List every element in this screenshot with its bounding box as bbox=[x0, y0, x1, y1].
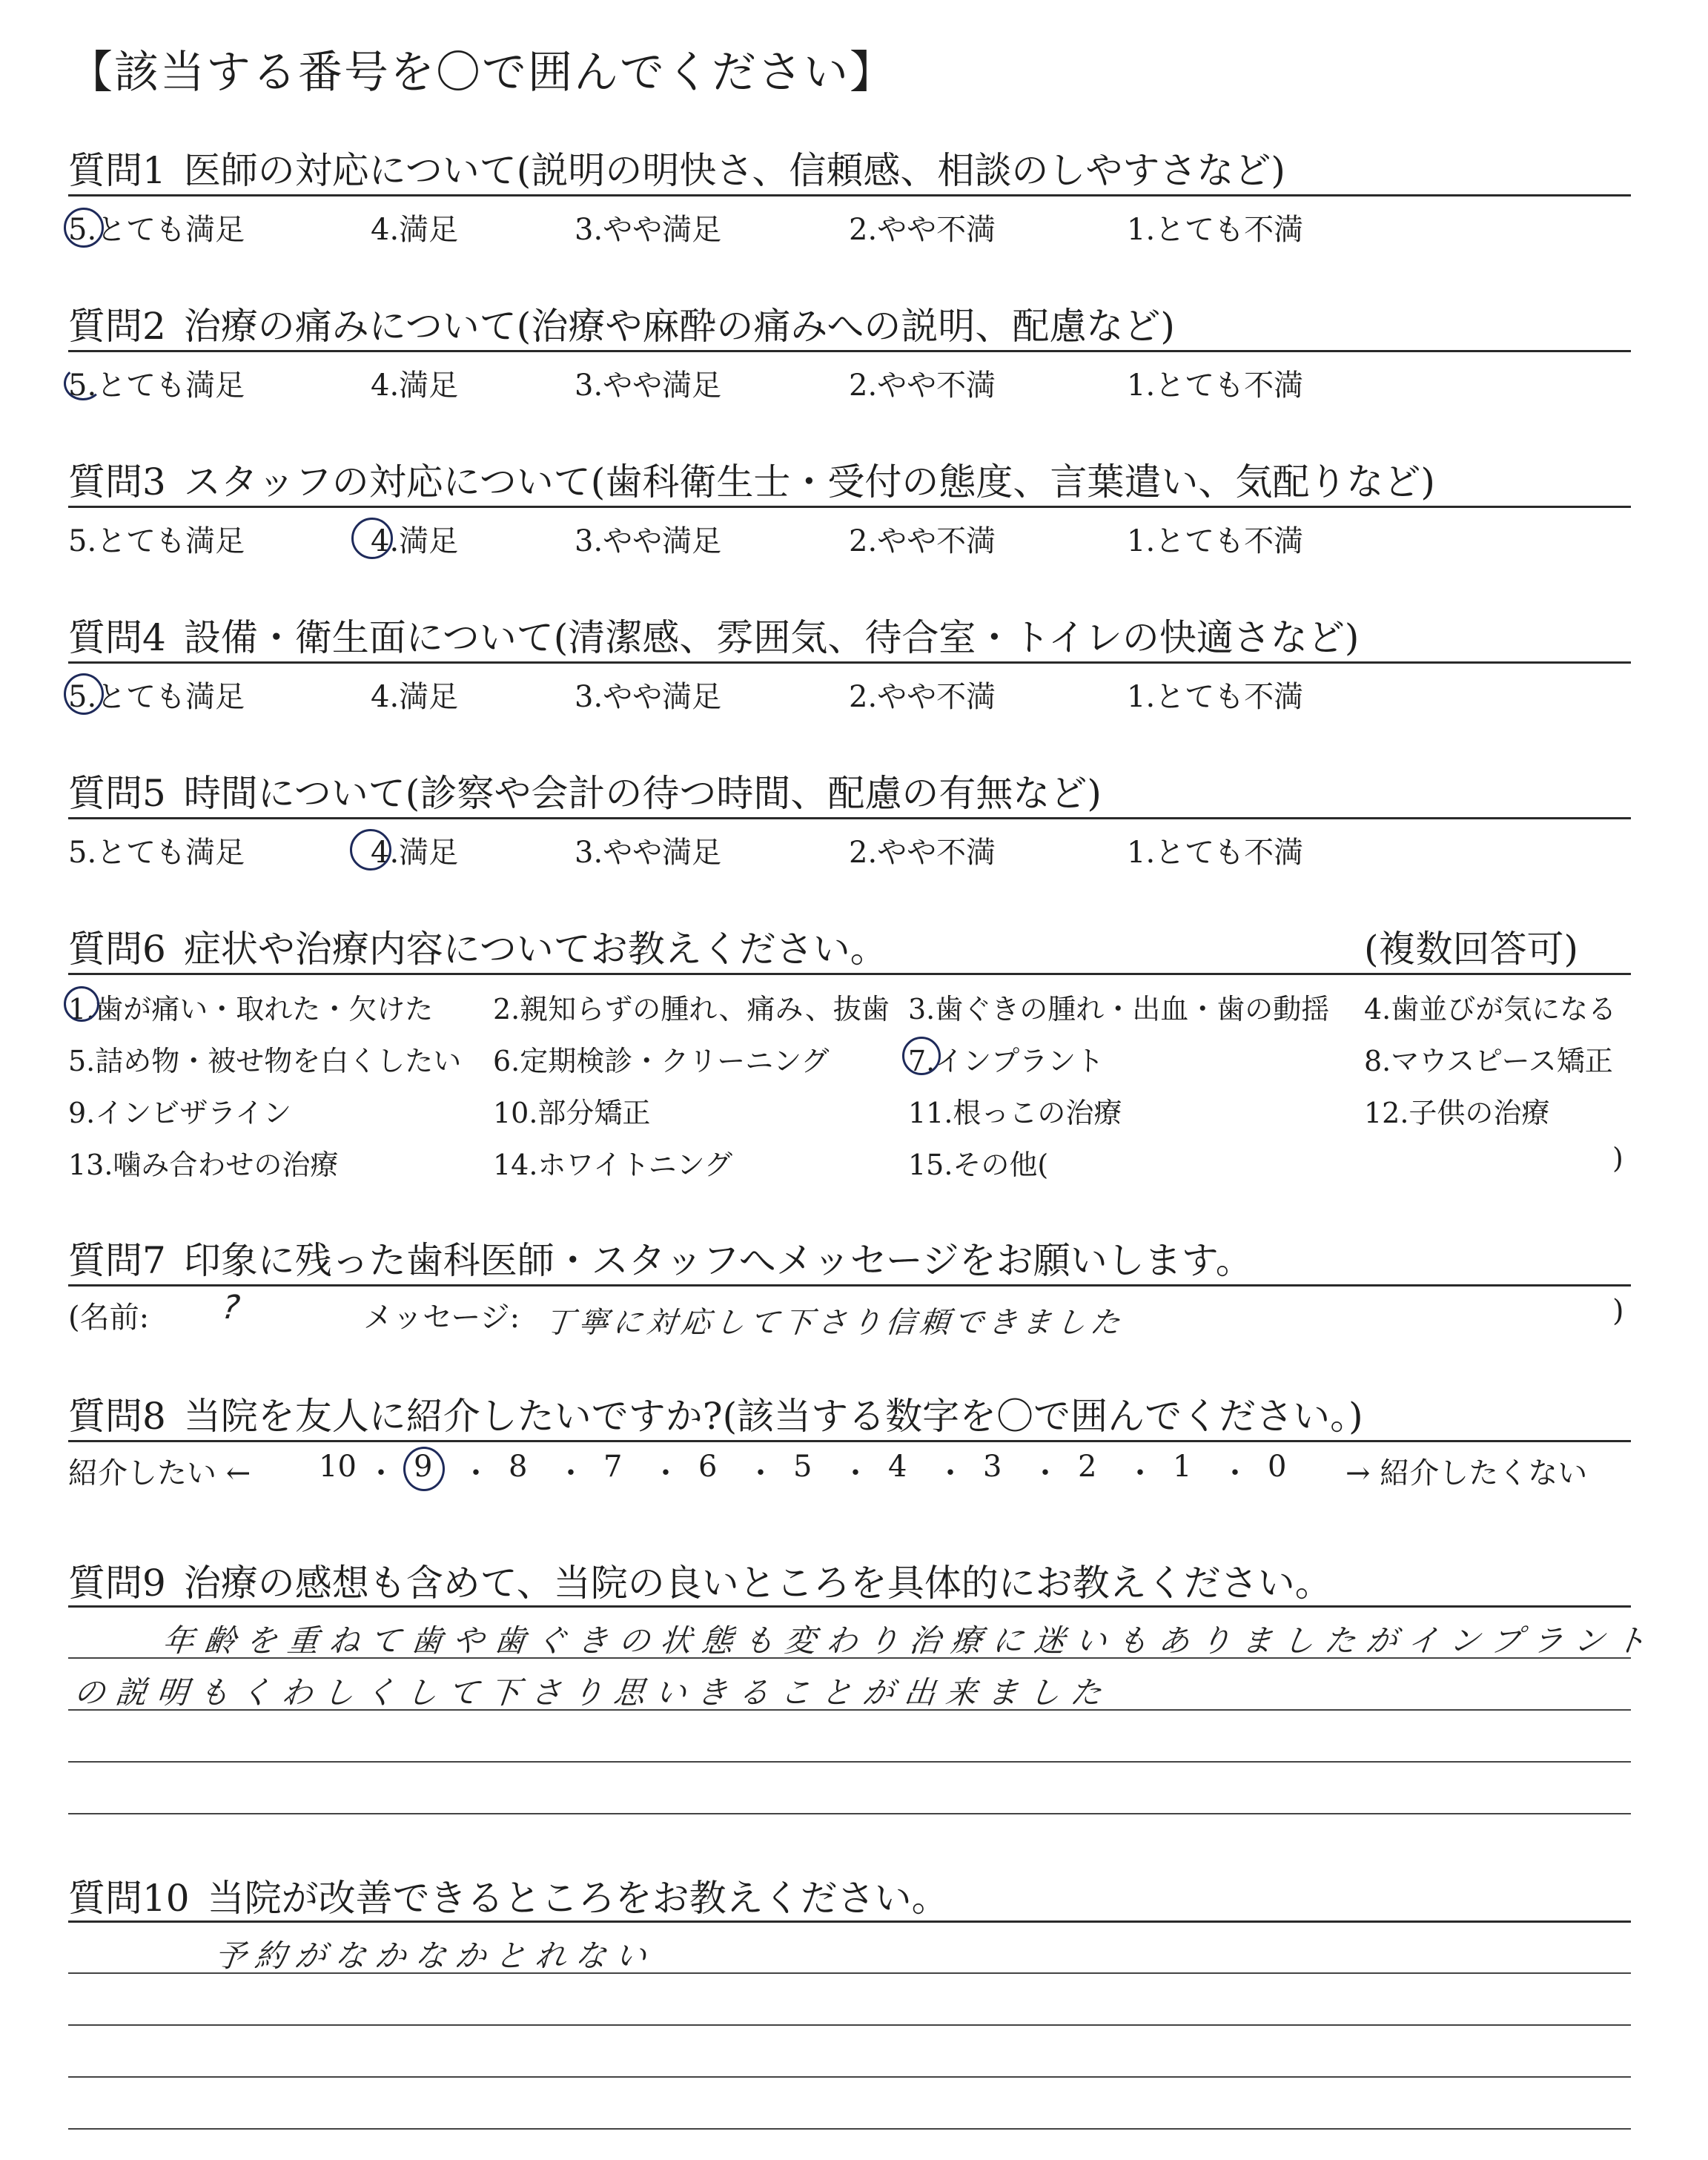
q5-option-4[interactable]: 4.満足 bbox=[371, 829, 458, 871]
q7-name-label: (名前: bbox=[68, 1301, 150, 1335]
q3-option-3[interactable]: 3.やや満足 bbox=[575, 524, 722, 558]
q8-scale-9[interactable]: 9 bbox=[414, 1450, 433, 1484]
q8-scale-5[interactable]: 5 bbox=[793, 1450, 812, 1484]
question-6-title bbox=[68, 919, 887, 973]
form-header: 【該当する番号を〇で囲んでください】 bbox=[68, 47, 896, 99]
q3-option-1[interactable]: 1.とても不満 bbox=[1127, 524, 1304, 558]
question-2-rule bbox=[68, 350, 1631, 352]
q4-option-4[interactable]: 4.満足 bbox=[371, 680, 459, 714]
question-10-title bbox=[68, 1869, 949, 1922]
q6-item-9[interactable]: 9.インビザライン bbox=[68, 1097, 292, 1129]
q8-scale bbox=[319, 1450, 1327, 1494]
q8-scale-10[interactable]: 10 bbox=[319, 1450, 357, 1484]
q8-scale-separator: ・ bbox=[1220, 1456, 1250, 1490]
q8-selected-circle bbox=[403, 1447, 445, 1491]
question-2-number: 質問2 bbox=[68, 305, 166, 348]
q6-item-11[interactable]: 11.根っこの治療 bbox=[908, 1097, 1122, 1129]
question-3-number: 質問3 bbox=[68, 460, 166, 503]
q6-item-6[interactable]: 6.定期検診・クリーニング bbox=[493, 1045, 830, 1077]
q8-scale-separator: ・ bbox=[651, 1456, 681, 1490]
question-3-rule bbox=[68, 506, 1631, 508]
q6-item-8[interactable]: 8.マウスピース矯正 bbox=[1364, 1045, 1613, 1077]
question-9-text: 治療の感想も含めて、当院の良いところを具体的にお教えください。 bbox=[183, 1562, 1332, 1605]
q5-option-1[interactable]: 1.とても不満 bbox=[1127, 836, 1304, 870]
q5-option-5[interactable]: 5.とても満足 bbox=[68, 836, 245, 870]
q8-scale-3[interactable]: 3 bbox=[983, 1450, 1002, 1484]
q8-right-label: → 紹介したくない bbox=[1345, 1456, 1588, 1490]
question-9-title bbox=[68, 1553, 1332, 1607]
q7-close-paren: ) bbox=[1612, 1294, 1624, 1328]
question-10-rule bbox=[68, 1920, 1631, 1923]
question-7-title bbox=[68, 1231, 1253, 1284]
q10-answer-text-1[interactable]: 予約がなかなかとれない bbox=[213, 1938, 658, 1974]
q5-option-3[interactable]: 3.やや満足 bbox=[575, 836, 722, 870]
question-1-text: 医師の対応について(説明の明快さ、信頼感、相談のしやすさなど) bbox=[183, 149, 1285, 192]
question-7-rule bbox=[68, 1284, 1631, 1287]
q2-option-4[interactable]: 4.満足 bbox=[371, 369, 459, 403]
question-8-title bbox=[68, 1387, 1363, 1440]
q8-scale-separator: ・ bbox=[841, 1456, 870, 1490]
q8-scale-0[interactable]: 0 bbox=[1268, 1450, 1287, 1484]
q7-name-value[interactable]: ? bbox=[220, 1289, 242, 1327]
q8-scale-separator: ・ bbox=[746, 1456, 775, 1490]
question-10-number: 質問10 bbox=[68, 1877, 190, 1920]
question-5-title bbox=[68, 764, 1102, 817]
q4-option-2[interactable]: 2.やや不満 bbox=[849, 680, 996, 714]
q1-selected-circle bbox=[64, 208, 104, 248]
q6-item-7-circle bbox=[902, 1037, 941, 1075]
question-1-title bbox=[68, 141, 1285, 194]
q2-selected-circle bbox=[64, 366, 102, 400]
q1-option-2[interactable]: 2.やや不満 bbox=[849, 213, 996, 247]
q9-answer-text-1[interactable]: 年齢を重ねて歯や歯ぐきの状態も変わり治療に迷いもありましたがインプラント bbox=[161, 1622, 1659, 1659]
q8-scale-separator: ・ bbox=[461, 1456, 491, 1490]
question-8-rule bbox=[68, 1440, 1631, 1442]
question-1-rule bbox=[68, 194, 1631, 196]
q6-item-15-close: ) bbox=[1612, 1142, 1623, 1175]
q8-left-label: 紹介したい ← bbox=[68, 1456, 251, 1490]
question-1-number: 質問1 bbox=[68, 149, 166, 192]
q8-scale-2[interactable]: 2 bbox=[1078, 1450, 1097, 1484]
q2-option-2[interactable]: 2.やや不満 bbox=[849, 369, 996, 403]
q10-answer-line-4 bbox=[68, 2128, 1631, 2130]
q5-selected-circle bbox=[350, 829, 391, 871]
q4-option-5[interactable]: 5.とても満足 bbox=[68, 673, 245, 716]
q8-scale-separator: ・ bbox=[1125, 1456, 1155, 1490]
q6-item-3[interactable]: 3.歯ぐきの腫れ・出血・歯の動揺 bbox=[908, 993, 1330, 1025]
q7-message-value[interactable]: 丁寧に対応して下さり信頼できました bbox=[543, 1306, 1127, 1340]
question-4-text: 設備・衛生面について(清潔感、雰囲気、待合室・トイレの快適さなど) bbox=[183, 616, 1360, 659]
question-3-text: スタッフの対応について(歯科衛生士・受付の態度、言葉遣い、気配りなど) bbox=[183, 460, 1435, 503]
question-6-number: 質問6 bbox=[68, 928, 166, 971]
q1-option-1[interactable]: 1.とても不満 bbox=[1127, 213, 1304, 247]
q8-scale-4[interactable]: 4 bbox=[888, 1450, 907, 1484]
question-5-rule bbox=[68, 817, 1631, 819]
question-8-number: 質問8 bbox=[68, 1395, 166, 1438]
q5-option-2[interactable]: 2.やや不満 bbox=[849, 836, 996, 870]
q9-answer-line-4 bbox=[68, 1813, 1631, 1814]
q3-option-2[interactable]: 2.やや不満 bbox=[849, 524, 996, 558]
q8-scale-separator: ・ bbox=[936, 1456, 965, 1490]
q6-item-5[interactable]: 5.詰め物・被せ物を白くしたい bbox=[68, 1045, 462, 1077]
q10-answer-line-2 bbox=[68, 2024, 1631, 2026]
q4-option-3[interactable]: 3.やや満足 bbox=[575, 680, 722, 714]
q6-item-7[interactable]: 7.インプラント bbox=[908, 1038, 1104, 1079]
q6-item-14[interactable]: 14.ホワイトニング bbox=[493, 1149, 733, 1181]
q3-selected-circle bbox=[351, 518, 393, 559]
question-6-note: (複数回答可) bbox=[1364, 928, 1579, 971]
q3-option-5[interactable]: 5.とても満足 bbox=[68, 524, 245, 558]
q8-scale-6[interactable]: 6 bbox=[698, 1450, 718, 1484]
question-10-text: 当院が改善できるところをお教えください。 bbox=[207, 1877, 949, 1920]
q10-answer-line-3 bbox=[68, 2076, 1631, 2078]
q8-scale-separator: ・ bbox=[1030, 1456, 1060, 1490]
q7-message-label: メッセージ: bbox=[363, 1301, 520, 1335]
question-4-title bbox=[68, 608, 1359, 661]
q6-item-1[interactable]: 1.歯が痛い・取れた・欠けた bbox=[68, 986, 433, 1027]
q6-item-2[interactable]: 2.親知らずの腫れ、痛み、抜歯 bbox=[493, 993, 890, 1025]
q8-scale-8[interactable]: 8 bbox=[509, 1450, 528, 1484]
question-6-text: 症状や治療内容についてお教えください。 bbox=[183, 928, 887, 971]
q8-scale-separator: ・ bbox=[556, 1456, 586, 1490]
q8-scale-1[interactable]: 1 bbox=[1173, 1450, 1192, 1484]
q4-option-1[interactable]: 1.とても不満 bbox=[1127, 680, 1304, 714]
q6-item-13[interactable]: 13.噛み合わせの治療 bbox=[68, 1149, 339, 1181]
q9-answer-text-2[interactable]: の説明もくわしくして下さり思いきることが出来ました bbox=[72, 1674, 1114, 1711]
q6-item-12[interactable]: 12.子供の治療 bbox=[1364, 1097, 1550, 1129]
q3-option-4[interactable]: 4.満足 bbox=[371, 518, 458, 560]
q6-item-10[interactable]: 10.部分矯正 bbox=[493, 1097, 651, 1129]
q2-option-1[interactable]: 1.とても不満 bbox=[1127, 369, 1304, 403]
q6-item-15[interactable]: 15.その他( bbox=[908, 1149, 1049, 1181]
question-6-rule bbox=[68, 973, 1631, 975]
question-5-text: 時間について(診察や会計の待つ時間、配慮の有無など) bbox=[183, 772, 1102, 815]
q1-option-5[interactable]: 5.とても満足 bbox=[68, 206, 245, 248]
question-4-number: 質問4 bbox=[68, 616, 166, 659]
question-9-number: 質問9 bbox=[68, 1562, 166, 1605]
q4-selected-circle bbox=[64, 673, 104, 715]
q2-option-3[interactable]: 3.やや満足 bbox=[575, 369, 722, 403]
question-2-text: 治療の痛みについて(治療や麻酔の痛みへの説明、配慮など) bbox=[183, 305, 1175, 348]
q8-scale-7[interactable]: 7 bbox=[603, 1450, 623, 1484]
question-3-title bbox=[68, 452, 1435, 506]
q6-item-4[interactable]: 4.歯並びが気になる bbox=[1364, 993, 1617, 1025]
question-7-number: 質問7 bbox=[68, 1239, 166, 1282]
question-9-rule bbox=[68, 1605, 1631, 1608]
question-7-text: 印象に残った歯科医師・スタッフへメッセージをお願いします。 bbox=[183, 1239, 1253, 1282]
q1-option-4[interactable]: 4.満足 bbox=[371, 213, 459, 247]
question-5-number: 質問5 bbox=[68, 772, 166, 815]
q6-item-1-circle bbox=[64, 986, 99, 1022]
q8-scale-separator: ・ bbox=[366, 1456, 396, 1490]
q1-option-3[interactable]: 3.やや満足 bbox=[575, 213, 722, 247]
q9-answer-line-3 bbox=[68, 1761, 1631, 1763]
question-2-title bbox=[68, 297, 1175, 350]
question-8-text: 当院を友人に紹介したいですか?(該当する数字を〇で囲んでください。) bbox=[183, 1395, 1363, 1438]
q2-option-5[interactable]: 5.とても満足 bbox=[68, 362, 245, 404]
question-4-rule bbox=[68, 661, 1631, 664]
